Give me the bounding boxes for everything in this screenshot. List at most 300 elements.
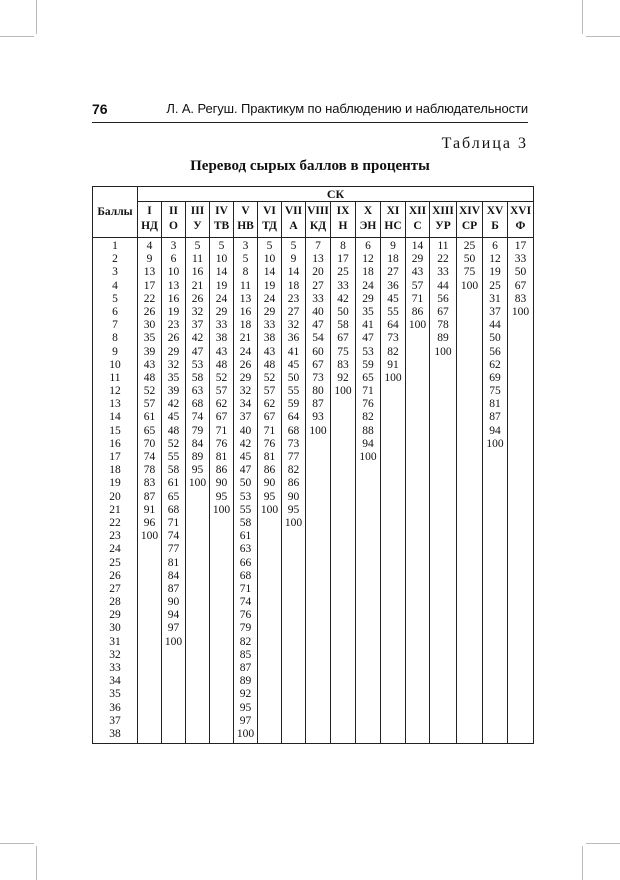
column-header — [356, 202, 381, 238]
column-abbr: УР — [435, 220, 451, 232]
percent-cell: 38 — [263, 332, 276, 345]
percent-cell: 100 — [188, 477, 207, 490]
column-numeral: IX — [336, 205, 350, 217]
percent-cell: 43 — [143, 358, 156, 371]
percent-cell: 65 — [167, 490, 180, 503]
column-header — [331, 202, 356, 238]
percent-cell: 22 — [143, 292, 156, 305]
percent-cell: 89 — [437, 332, 449, 345]
column-numeral: XV — [486, 205, 504, 217]
percent-cell: 41 — [362, 319, 374, 332]
column-header — [186, 202, 210, 238]
percent-cell: 58 — [191, 371, 204, 384]
column-numeral: XIII — [432, 205, 454, 217]
percent-cell: 59 — [287, 398, 300, 411]
percent-cell: 19 — [263, 279, 276, 292]
percent-cell: 29 — [362, 292, 374, 305]
percent-cell: 67 — [312, 358, 324, 371]
percent-cell: 24 — [362, 279, 374, 292]
column-abbr: ЭН — [359, 220, 377, 232]
score-cell: 6 — [112, 305, 118, 318]
percent-cell: 5 — [218, 240, 225, 252]
percent-cell: 64 — [287, 411, 300, 424]
percent-cell: 80 — [312, 385, 324, 398]
percent-cell: 30 — [143, 319, 156, 332]
column-abbr: Ф — [515, 220, 526, 232]
percent-cell: 45 — [387, 292, 399, 305]
percent-cell: 33 — [312, 292, 324, 305]
percent-column — [483, 238, 508, 744]
percent-cell: 90 — [167, 596, 180, 609]
percent-cell: 43 — [215, 345, 228, 358]
score-cell: 38 — [109, 727, 121, 740]
column-numeral: VI — [263, 205, 276, 217]
percent-cell: 5 — [290, 240, 297, 252]
score-cell: 32 — [109, 648, 121, 661]
percent-cell: 6 — [492, 240, 498, 252]
percent-cell: 18 — [287, 279, 300, 292]
percent-cell: 71 — [411, 292, 424, 305]
column-numeral: XII — [408, 205, 427, 217]
percent-column — [331, 238, 356, 744]
percent-cell: 8 — [242, 266, 249, 279]
percent-cell: 13 — [143, 266, 156, 279]
column-numeral: IV — [215, 205, 228, 217]
column-header — [430, 202, 457, 238]
crop-mark — [36, 846, 37, 880]
score-cell: 18 — [109, 464, 121, 477]
percent-cell: 83 — [514, 292, 527, 305]
percent-cell: 33 — [437, 266, 449, 279]
percent-cell: 97 — [239, 714, 252, 727]
column-abbr: А — [289, 220, 298, 232]
percent-cell: 73 — [312, 371, 324, 384]
percent-cell: 45 — [287, 358, 300, 371]
percent-cell: 82 — [239, 635, 252, 648]
percent-cell: 63 — [191, 385, 204, 398]
percent-cell: 50 — [337, 305, 349, 318]
percent-cell: 87 — [312, 398, 324, 411]
column-numeral: III — [190, 205, 205, 217]
column-abbr: КД — [309, 220, 327, 232]
percent-cell: 79 — [239, 622, 252, 635]
percent-cell: 4 — [146, 240, 153, 252]
percent-cell: 73 — [387, 332, 399, 345]
percent-cell: 55 — [287, 385, 300, 398]
percent-cell: 82 — [387, 345, 399, 358]
percent-cell: 13 — [312, 253, 324, 266]
percent-cell: 47 — [362, 332, 374, 345]
percent-cell: 18 — [362, 266, 374, 279]
percent-cell: 60 — [312, 345, 324, 358]
percent-cell: 76 — [362, 398, 374, 411]
percent-cell: 68 — [239, 569, 252, 582]
column-header — [508, 202, 534, 238]
percent-cell: 8 — [340, 240, 346, 252]
percent-cell: 82 — [362, 411, 374, 424]
percent-column — [234, 238, 258, 744]
score-cell: 34 — [109, 675, 121, 688]
percent-cell: 58 — [239, 516, 252, 529]
table-label: Таблица 3 — [441, 135, 528, 152]
score-cell: 31 — [109, 635, 121, 648]
column-abbr: Н — [338, 220, 348, 232]
score-cell: 7 — [112, 319, 118, 332]
score-cell: 3 — [112, 266, 118, 279]
percent-cell: 91 — [387, 358, 399, 371]
running-title: Л. А. Регуш. Практикум по наблюдению и наблюдательности — [166, 101, 528, 116]
percent-column — [430, 238, 457, 744]
percent-cell: 16 — [191, 266, 204, 279]
column-abbr: ТВ — [213, 220, 230, 232]
percent-cell: 100 — [212, 503, 231, 516]
crop-mark — [582, 0, 583, 34]
percent-cell: 45 — [167, 411, 180, 424]
percent-cell: 37 — [239, 411, 252, 424]
percent-cell: 23 — [287, 292, 300, 305]
score-cell: 8 — [112, 332, 118, 345]
score-cell: 30 — [109, 622, 121, 635]
score-cell: 27 — [109, 582, 121, 595]
column-header — [234, 202, 258, 238]
crop-mark — [36, 0, 37, 34]
scores-header: Баллы — [93, 187, 138, 238]
percent-cell: 11 — [239, 279, 252, 292]
percent-cell: 87 — [239, 662, 252, 674]
percent-cell: 17 — [514, 240, 527, 252]
percent-cell: 36 — [287, 332, 300, 345]
percent-cell: 82 — [287, 464, 300, 477]
percent-cell: 85 — [239, 648, 252, 661]
percent-cell: 48 — [263, 358, 276, 371]
percent-cell: 75 — [337, 345, 349, 358]
percent-cell: 75 — [489, 385, 501, 398]
table-title: Перевод сырых баллов в проценты — [190, 158, 430, 174]
column-numeral: XVI — [509, 205, 532, 217]
column-header — [381, 202, 406, 238]
percent-cell: 17 — [337, 253, 349, 266]
percent-cell: 16 — [167, 292, 180, 305]
percent-cell: 33 — [215, 319, 228, 332]
percent-cell: 65 — [362, 371, 374, 384]
column-header — [258, 202, 282, 238]
score-cell: 24 — [109, 543, 121, 556]
percent-cell: 100 — [511, 305, 530, 318]
percent-cell: 29 — [215, 305, 228, 318]
percent-cell: 48 — [143, 371, 156, 384]
percent-cell: 5 — [194, 240, 201, 252]
percent-cell: 3 — [242, 240, 249, 252]
percent-cell: 95 — [239, 701, 252, 714]
percent-cell: 24 — [263, 292, 276, 305]
percent-cell: 57 — [143, 398, 156, 411]
percent-cell: 86 — [215, 464, 228, 477]
score-cell: 15 — [109, 424, 121, 437]
percent-cell: 66 — [239, 556, 252, 569]
percent-cell: 86 — [263, 464, 276, 477]
percent-cell: 86 — [287, 477, 300, 490]
percent-cell: 42 — [239, 437, 252, 450]
percent-cell: 27 — [287, 305, 300, 318]
percent-cell: 23 — [167, 319, 180, 332]
percent-cell: 6 — [365, 240, 371, 252]
header-rule — [92, 122, 528, 123]
percent-cell: 100 — [334, 385, 352, 398]
percent-cell: 35 — [143, 332, 156, 345]
percent-cell: 5 — [266, 240, 273, 252]
percent-cell: 10 — [167, 266, 180, 279]
percent-column — [508, 238, 534, 744]
score-cell: 19 — [109, 477, 121, 490]
score-conversion-table — [92, 186, 534, 744]
percent-cell: 13 — [167, 279, 180, 292]
percent-cell: 57 — [411, 279, 424, 292]
percent-column — [138, 238, 162, 744]
percent-cell: 68 — [191, 398, 204, 411]
percent-cell: 100 — [460, 279, 479, 292]
percent-cell: 73 — [287, 437, 300, 450]
column-header — [162, 202, 186, 238]
percent-cell: 64 — [387, 319, 399, 332]
crop-mark — [586, 36, 620, 37]
percent-cell: 42 — [191, 332, 204, 345]
percent-cell: 19 — [215, 279, 228, 292]
percent-cell: 35 — [362, 305, 374, 318]
percent-cell: 33 — [263, 319, 276, 332]
percent-cell: 55 — [239, 503, 252, 516]
percent-cell: 36 — [387, 279, 399, 292]
percent-cell: 14 — [287, 266, 300, 279]
percent-cell: 26 — [239, 358, 252, 371]
percent-cell: 50 — [239, 477, 252, 490]
group-header: СК — [138, 187, 534, 202]
percent-cell: 14 — [215, 266, 228, 279]
percent-cell: 67 — [437, 305, 449, 318]
score-cell: 4 — [112, 279, 118, 292]
percent-cell: 9 — [146, 253, 153, 266]
percent-cell: 44 — [489, 319, 501, 332]
percent-cell: 18 — [239, 319, 252, 332]
percent-cell: 67 — [337, 332, 349, 345]
percent-cell: 83 — [143, 477, 156, 490]
percent-column — [381, 238, 406, 744]
column-abbr: С — [413, 220, 422, 232]
percent-cell: 81 — [167, 556, 180, 569]
percent-cell: 16 — [239, 305, 252, 318]
percent-cell: 90 — [263, 477, 276, 490]
percent-cell: 76 — [263, 437, 276, 450]
percent-cell: 100 — [359, 451, 377, 463]
score-cell: 1 — [112, 240, 118, 252]
percent-cell: 29 — [167, 345, 180, 358]
percent-cell: 95 — [263, 490, 276, 503]
percent-cell: 79 — [191, 424, 204, 437]
column-numeral: VII — [284, 205, 303, 217]
percent-cell: 61 — [143, 411, 156, 424]
percent-cell: 3 — [170, 240, 177, 252]
percent-cell: 78 — [437, 319, 449, 332]
percent-cell: 33 — [514, 253, 527, 266]
column-numeral: XIV — [458, 205, 481, 217]
percent-cell: 14 — [411, 240, 424, 252]
percent-cell: 39 — [167, 385, 180, 398]
crop-mark — [0, 36, 34, 37]
column-numeral: I — [147, 205, 152, 217]
percent-cell: 53 — [191, 358, 204, 371]
percent-cell: 78 — [143, 464, 156, 477]
percent-cell: 56 — [437, 292, 449, 305]
column-numeral: V — [241, 205, 250, 217]
percent-cell: 37 — [489, 305, 501, 318]
percent-cell: 62 — [489, 358, 501, 371]
percent-cell: 61 — [167, 477, 180, 490]
percent-cell: 34 — [239, 398, 252, 411]
percent-cell: 43 — [263, 345, 276, 358]
column-header — [306, 202, 331, 238]
percent-cell: 26 — [167, 332, 180, 345]
percent-cell: 100 — [260, 503, 279, 516]
percent-cell: 43 — [411, 266, 424, 279]
percent-cell: 47 — [312, 319, 324, 332]
column-header — [282, 202, 306, 238]
percent-cell: 71 — [167, 516, 180, 529]
crop-mark — [586, 843, 620, 844]
percent-cell: 81 — [215, 451, 228, 463]
column-abbr: СР — [461, 220, 478, 232]
column-abbr: НС — [384, 220, 402, 232]
percent-cell: 19 — [489, 266, 501, 279]
percent-cell: 67 — [514, 279, 527, 292]
percent-cell: 12 — [362, 253, 374, 266]
percent-cell: 58 — [337, 319, 349, 332]
crop-mark — [582, 846, 583, 880]
percent-cell: 75 — [463, 266, 476, 279]
percent-cell: 83 — [337, 358, 349, 371]
percent-cell: 10 — [215, 253, 228, 266]
percent-cell: 50 — [287, 371, 300, 384]
score-cell: 14 — [109, 411, 121, 424]
percent-cell: 74 — [239, 596, 252, 609]
percent-cell: 41 — [287, 345, 300, 358]
percent-cell: 50 — [489, 332, 501, 345]
percent-cell: 94 — [167, 609, 180, 622]
percent-cell: 35 — [167, 371, 180, 384]
percent-cell: 52 — [215, 371, 228, 384]
percent-cell: 52 — [143, 385, 156, 398]
score-cell: 21 — [109, 503, 121, 516]
percent-cell: 50 — [514, 266, 527, 279]
percent-cell: 24 — [239, 345, 252, 358]
percent-column — [457, 238, 483, 744]
percent-cell: 88 — [362, 424, 374, 437]
percent-cell: 9 — [290, 253, 297, 266]
percent-cell: 100 — [140, 530, 159, 543]
percent-cell: 11 — [437, 240, 449, 252]
percent-cell: 77 — [167, 543, 180, 556]
percent-cell: 57 — [263, 385, 276, 398]
column-numeral: VIII — [307, 205, 329, 217]
percent-cell: 27 — [387, 266, 399, 279]
percent-cell: 10 — [263, 253, 276, 266]
percent-cell: 40 — [312, 305, 324, 318]
column-numeral: XI — [386, 205, 400, 217]
score-cell: 5 — [112, 292, 118, 305]
percent-cell: 47 — [191, 345, 204, 358]
percent-column — [282, 238, 306, 744]
percent-cell: 22 — [437, 253, 449, 266]
column-header — [483, 202, 508, 238]
percent-column — [306, 238, 331, 744]
percent-column — [356, 238, 381, 744]
percent-cell: 6 — [170, 253, 177, 266]
percent-cell: 63 — [239, 543, 252, 556]
percent-cell: 100 — [236, 727, 255, 740]
percent-cell: 90 — [215, 477, 228, 490]
percent-cell: 53 — [362, 345, 374, 358]
column-abbr: НД — [141, 220, 158, 232]
percent-cell: 56 — [489, 345, 501, 358]
percent-cell: 26 — [191, 292, 204, 305]
page-header — [92, 101, 528, 121]
column-header — [406, 202, 430, 238]
percent-cell: 48 — [167, 424, 180, 437]
percent-cell: 21 — [191, 279, 204, 292]
percent-cell: 18 — [387, 253, 399, 266]
score-cell: 16 — [109, 437, 121, 450]
percent-column — [186, 238, 210, 744]
score-cell: 23 — [109, 530, 121, 543]
percent-cell: 52 — [167, 437, 180, 450]
score-cell: 35 — [109, 688, 121, 701]
percent-cell: 76 — [215, 437, 228, 450]
score-cell: 28 — [109, 596, 121, 609]
percent-cell: 14 — [263, 266, 276, 279]
percent-cell: 26 — [143, 305, 156, 318]
percent-cell: 95 — [215, 490, 228, 503]
percent-cell: 92 — [337, 371, 349, 384]
percent-column — [406, 238, 430, 744]
percent-cell: 29 — [263, 305, 276, 318]
score-cell: 12 — [109, 385, 121, 398]
percent-cell: 71 — [362, 385, 374, 398]
percent-cell: 87 — [167, 582, 180, 595]
score-cell: 2 — [112, 253, 118, 266]
percent-cell: 100 — [486, 437, 504, 450]
percent-cell: 67 — [263, 411, 276, 424]
percent-cell: 90 — [287, 490, 300, 503]
percent-cell: 45 — [239, 451, 252, 463]
percent-cell: 50 — [463, 253, 476, 266]
percent-cell: 17 — [143, 279, 156, 292]
percent-cell: 25 — [489, 279, 501, 292]
score-cell: 9 — [112, 345, 118, 358]
percent-cell: 25 — [463, 240, 476, 252]
percent-cell: 55 — [167, 451, 180, 463]
percent-cell: 77 — [287, 451, 300, 463]
column-header — [457, 202, 483, 238]
percent-cell: 89 — [191, 451, 204, 463]
score-cell: 37 — [109, 714, 121, 727]
percent-cell: 31 — [489, 292, 501, 305]
percent-cell: 93 — [312, 411, 324, 424]
percent-cell: 55 — [387, 305, 399, 318]
percent-cell: 24 — [215, 292, 228, 305]
column-numeral: II — [169, 205, 178, 217]
percent-cell: 81 — [263, 451, 276, 463]
percent-cell: 32 — [167, 358, 180, 371]
score-cell: 36 — [109, 701, 121, 714]
percent-cell: 84 — [167, 569, 180, 582]
